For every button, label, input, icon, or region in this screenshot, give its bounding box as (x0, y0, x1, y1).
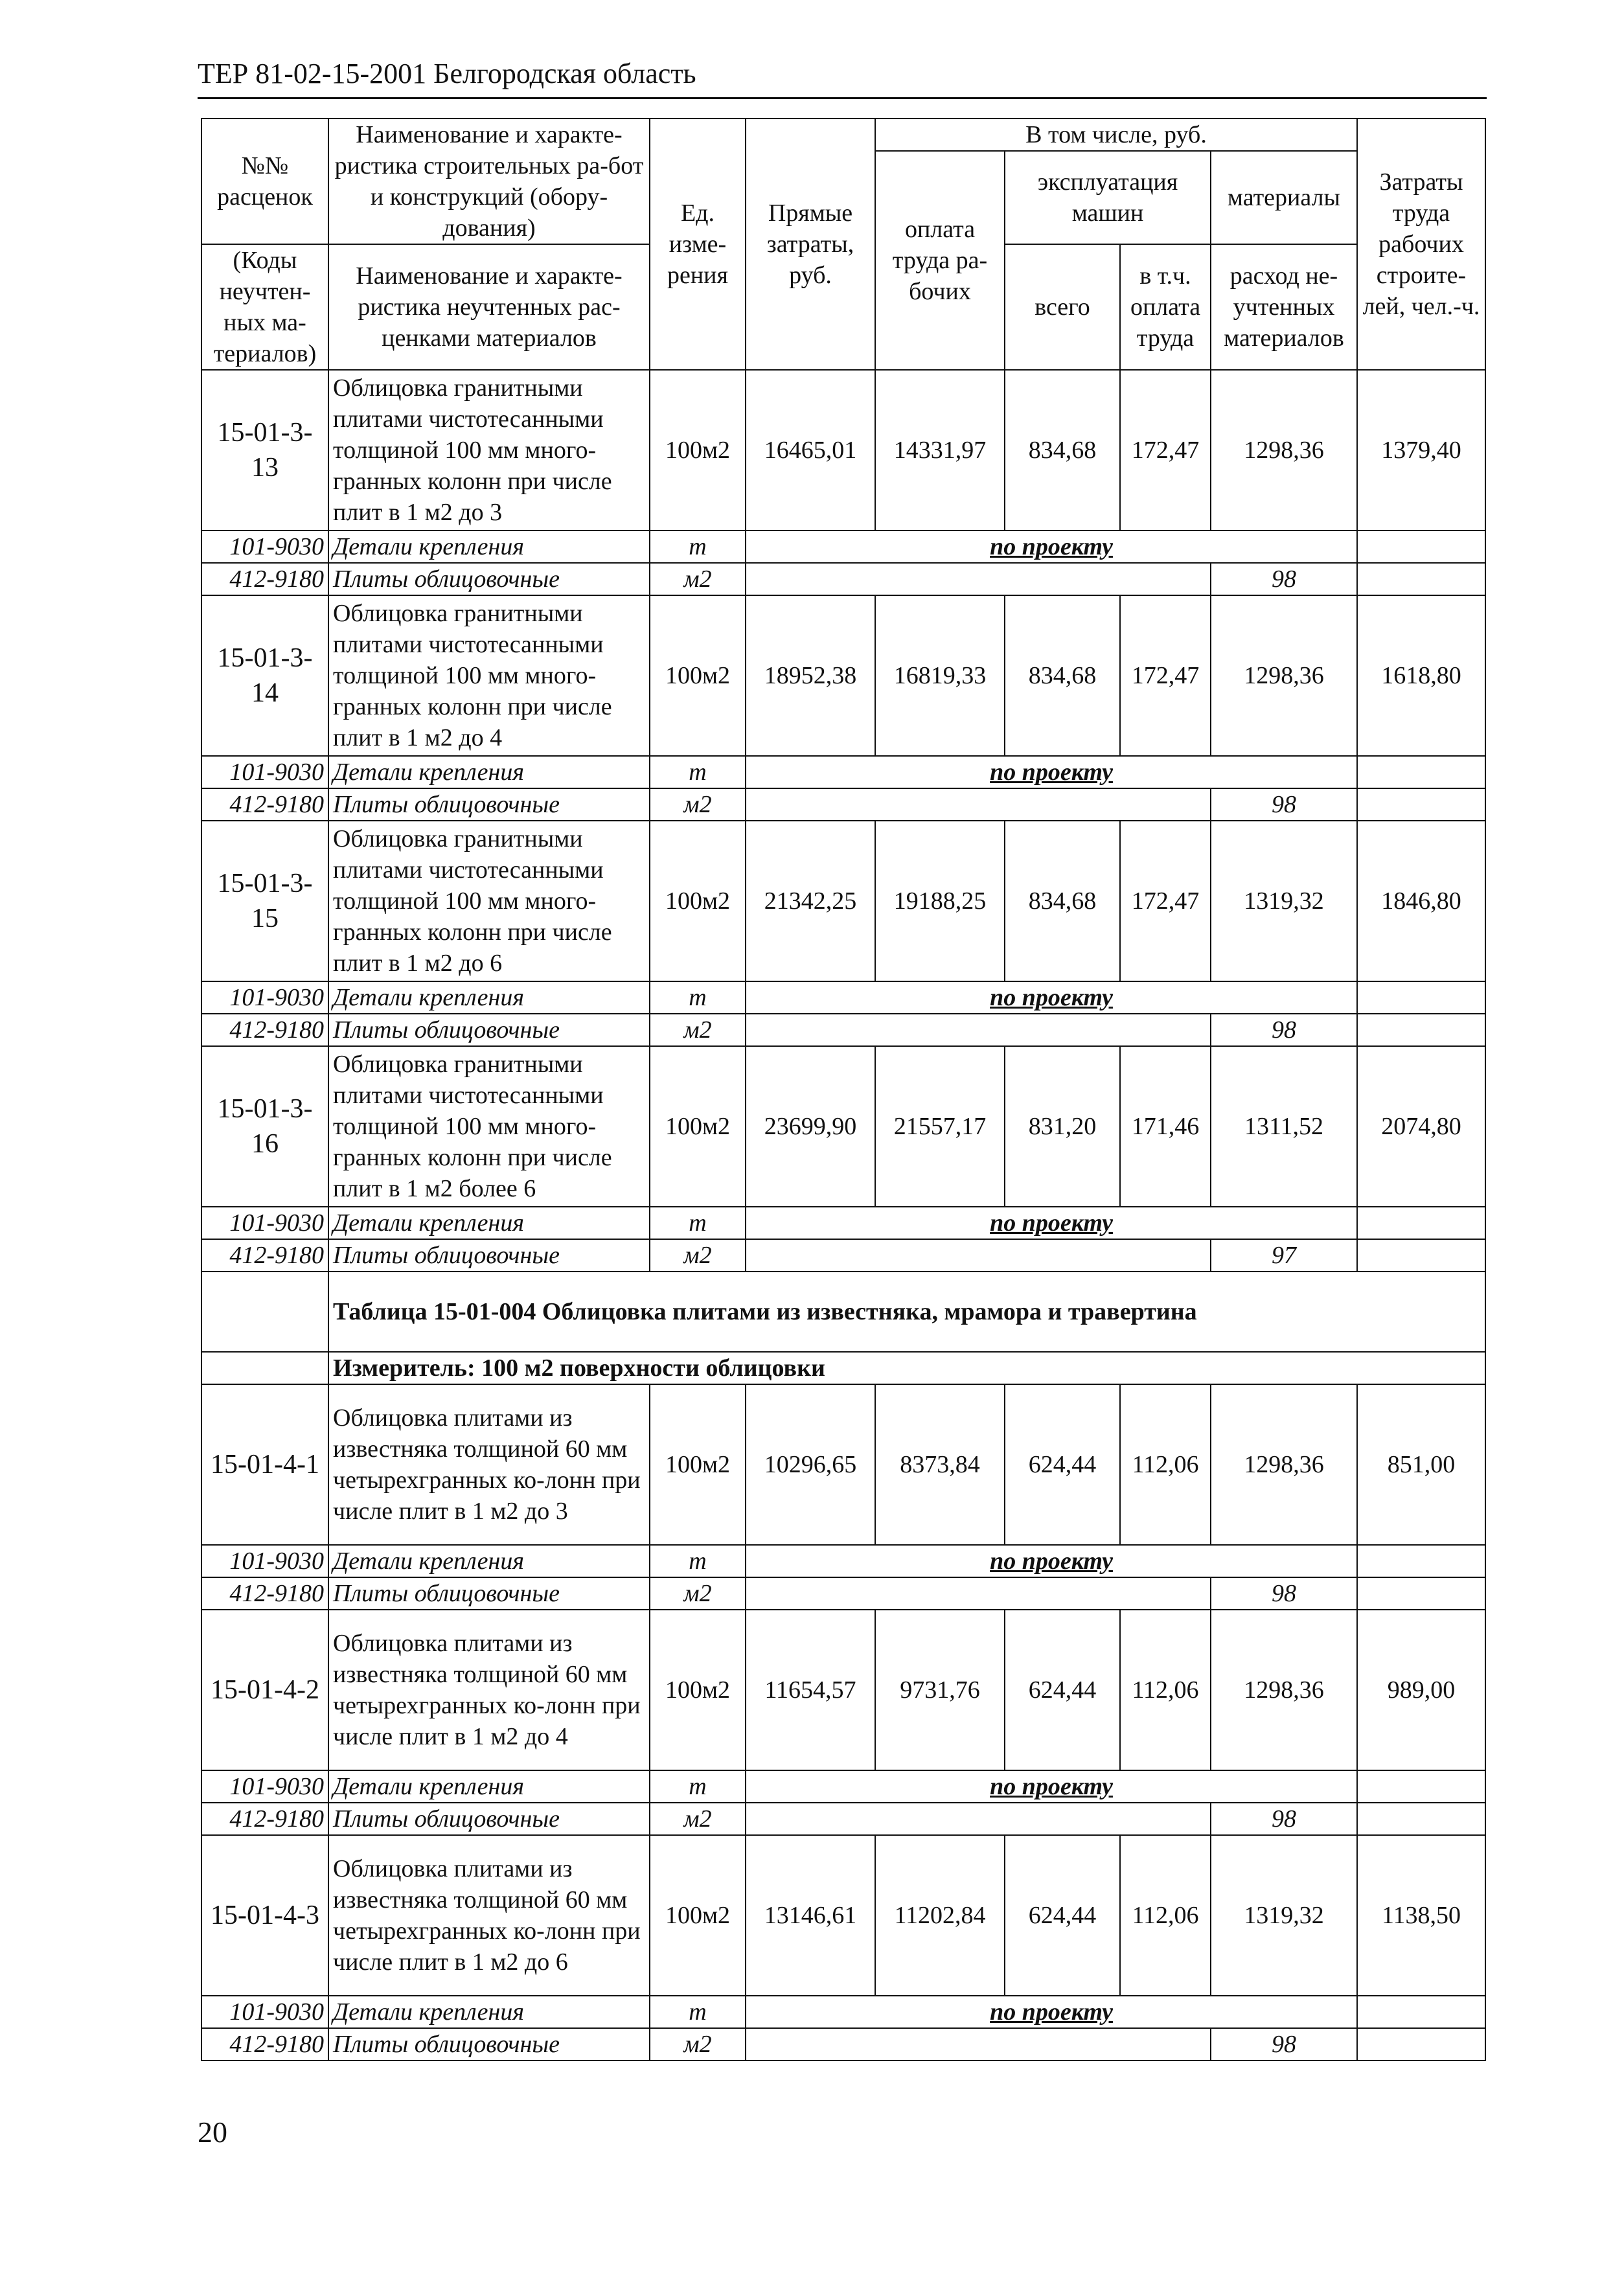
col-name-mat-header: Наименование и характе-ристика неучтенных рас-ценками материалов (328, 244, 650, 370)
rate-row (201, 595, 1485, 756)
material-name: Плиты облицовочные (328, 788, 650, 821)
rate-row (201, 1046, 1485, 1207)
rate-machines-wage: 112,06 (1120, 1384, 1211, 1545)
material-empty (746, 2028, 1211, 2061)
material-empty (746, 1803, 1211, 1835)
material-name: Детали крепления (328, 756, 650, 788)
rate-machines-wage: 172,47 (1120, 595, 1211, 756)
rate-machines-total: 834,68 (1005, 821, 1120, 981)
material-amount: по проекту (746, 1207, 1357, 1239)
rate-row (201, 1610, 1485, 1770)
material-unit: м2 (650, 1577, 746, 1610)
rate-direct-cost: 13146,61 (746, 1835, 875, 1996)
rate-unit: 100м2 (650, 1835, 746, 1996)
material-amount: 97 (1211, 1239, 1357, 1272)
material-name: Детали крепления (328, 1207, 650, 1239)
rates-table (201, 118, 1486, 2061)
material-row (201, 1770, 1485, 1803)
material-row (201, 531, 1485, 563)
material-row (201, 788, 1485, 821)
rate-unit: 100м2 (650, 595, 746, 756)
rate-machines-wage: 172,47 (1120, 821, 1211, 981)
rate-name: Облицовка гранитными плитами чистотесанными толщиной 100 мм много-гранных колонн при числе плит в 1 м2 до 4 (328, 595, 650, 756)
material-amount: 98 (1211, 1577, 1357, 1610)
document-header: ТЕР 81-02-15-2001 Белгородская область (198, 58, 696, 89)
material-amount: 98 (1211, 788, 1357, 821)
rate-unit: 100м2 (650, 370, 746, 531)
material-unit: м2 (650, 1239, 746, 1272)
material-row (201, 1803, 1485, 1835)
material-empty (1357, 1803, 1485, 1835)
material-row (201, 1014, 1485, 1046)
rate-labor: 1379,40 (1357, 370, 1485, 531)
material-code: 412-9180 (201, 1803, 328, 1835)
material-empty (1357, 1545, 1485, 1577)
material-code: 101-9030 (201, 1545, 328, 1577)
section-title: Таблица 15-01-004 Облицовка плитами из известняка, мрамора и травертина (328, 1272, 1485, 1352)
material-unit: м2 (650, 788, 746, 821)
material-code: 101-9030 (201, 531, 328, 563)
col-direct-header: Прямые затраты, руб. (746, 119, 875, 370)
rate-wage: 9731,76 (875, 1610, 1005, 1770)
material-name: Плиты облицовочные (328, 563, 650, 595)
col-machines-header: эксплуатация машин (1005, 151, 1211, 244)
rate-code: 15-01-4-2 (201, 1610, 328, 1770)
header-rule (198, 97, 1487, 99)
material-row (201, 1577, 1485, 1610)
page-number: 20 (198, 2116, 227, 2149)
rate-materials: 1319,32 (1211, 821, 1357, 981)
material-unit: т (650, 1996, 746, 2028)
rate-wage: 11202,84 (875, 1835, 1005, 1996)
material-unit: м2 (650, 2028, 746, 2061)
rate-machines-wage: 112,06 (1120, 1610, 1211, 1770)
material-empty (1357, 1996, 1485, 2028)
material-row (201, 1996, 1485, 2028)
rate-unit: 100м2 (650, 1046, 746, 1207)
rate-unit: 100м2 (650, 1384, 746, 1545)
material-name: Плиты облицовочные (328, 2028, 650, 2061)
material-amount: по проекту (746, 1770, 1357, 1803)
rates-table-body (201, 119, 1485, 2061)
rate-labor: 1846,80 (1357, 821, 1485, 981)
material-name: Плиты облицовочные (328, 1577, 650, 1610)
rate-machines-wage: 171,46 (1120, 1046, 1211, 1207)
col-materials-header: материалы (1211, 151, 1357, 244)
rate-materials: 1298,36 (1211, 1610, 1357, 1770)
rate-unit: 100м2 (650, 1610, 746, 1770)
rate-materials: 1298,36 (1211, 595, 1357, 756)
col-incl-header: В том числе, руб. (875, 119, 1357, 151)
material-empty (746, 788, 1211, 821)
material-name: Детали крепления (328, 1770, 650, 1803)
col-code-mat-header: (Коды неучтен-ных ма-териалов) (201, 244, 328, 370)
rate-code: 15-01-3-14 (201, 595, 328, 756)
material-unit: т (650, 756, 746, 788)
rate-machines-wage: 172,47 (1120, 370, 1211, 531)
rate-machines-total: 624,44 (1005, 1384, 1120, 1545)
rate-name: Облицовка гранитными плитами чистотесанными толщиной 100 мм много-гранных колонн при числе плит в 1 м2 до 6 (328, 821, 650, 981)
rate-row (201, 370, 1485, 531)
section-title-row (201, 1272, 1485, 1352)
rate-direct-cost: 21342,25 (746, 821, 875, 981)
rate-code: 15-01-4-1 (201, 1384, 328, 1545)
col-mwage-header: в т.ч. оплата труда (1120, 244, 1211, 370)
section-meter-row (201, 1352, 1485, 1384)
table-header-row (201, 119, 1485, 151)
section-meter: Измеритель: 100 м2 поверхности облицовки (328, 1352, 1485, 1384)
material-name: Плиты облицовочные (328, 1239, 650, 1272)
material-unit: т (650, 1207, 746, 1239)
col-name-header: Наименование и характе-ристика строительных ра-бот и конструкций (обору-дования) (328, 119, 650, 244)
material-unit: м2 (650, 1803, 746, 1835)
material-name: Детали крепления (328, 1545, 650, 1577)
rate-machines-total: 834,68 (1005, 370, 1120, 531)
rate-materials: 1311,52 (1211, 1046, 1357, 1207)
material-empty (746, 1577, 1211, 1610)
rate-machines-total: 831,20 (1005, 1046, 1120, 1207)
material-code: 412-9180 (201, 2028, 328, 2061)
rate-materials: 1319,32 (1211, 1835, 1357, 1996)
material-unit: т (650, 1545, 746, 1577)
rate-labor: 1138,50 (1357, 1835, 1485, 1996)
material-empty (1357, 1577, 1485, 1610)
material-empty (1357, 1770, 1485, 1803)
rate-row (201, 1384, 1485, 1545)
material-name: Детали крепления (328, 1996, 650, 2028)
material-code: 101-9030 (201, 1770, 328, 1803)
material-code: 412-9180 (201, 1239, 328, 1272)
material-amount: по проекту (746, 1996, 1357, 2028)
material-amount: 98 (1211, 1014, 1357, 1046)
material-empty (746, 563, 1211, 595)
material-empty (1357, 2028, 1485, 2061)
rate-labor: 2074,80 (1357, 1046, 1485, 1207)
material-code: 412-9180 (201, 1577, 328, 1610)
col-labor-header: Затраты труда рабочих строите-лей, чел.-ч. (1357, 119, 1485, 370)
rate-machines-total: 624,44 (1005, 1835, 1120, 1996)
material-empty (1357, 563, 1485, 595)
rate-wage: 16819,33 (875, 595, 1005, 756)
material-row (201, 563, 1485, 595)
rate-direct-cost: 18952,38 (746, 595, 875, 756)
rate-code: 15-01-3-13 (201, 370, 328, 531)
section-meter-spacer (201, 1352, 328, 1384)
rate-code: 15-01-4-3 (201, 1835, 328, 1996)
rate-name: Облицовка плитами из известняка толщиной 60 мм четырехгранных ко-лонн при числе плит в 1 м2 до 3 (328, 1384, 650, 1545)
rate-name: Облицовка гранитными плитами чистотесанными толщиной 100 мм много-гранных колонн при числе плит в 1 м2 до 3 (328, 370, 650, 531)
col-code-header: №№ расценок (201, 119, 328, 244)
col-mat-use-header: расход не-учтенных материалов (1211, 244, 1357, 370)
rate-materials: 1298,36 (1211, 1384, 1357, 1545)
material-unit: м2 (650, 1014, 746, 1046)
material-unit: т (650, 1770, 746, 1803)
material-empty (1357, 981, 1485, 1014)
rate-machines-total: 624,44 (1005, 1610, 1120, 1770)
rate-name: Облицовка гранитными плитами чистотесанными толщиной 100 мм много-гранных колонн при числе плит в 1 м2 более 6 (328, 1046, 650, 1207)
material-empty (746, 1014, 1211, 1046)
material-code: 101-9030 (201, 756, 328, 788)
rate-wage: 21557,17 (875, 1046, 1005, 1207)
material-amount: по проекту (746, 1545, 1357, 1577)
material-name: Плиты облицовочные (328, 1803, 650, 1835)
material-empty (1357, 756, 1485, 788)
rate-direct-cost: 11654,57 (746, 1610, 875, 1770)
rate-row (201, 821, 1485, 981)
material-name: Детали крепления (328, 531, 650, 563)
material-code: 412-9180 (201, 1014, 328, 1046)
rate-wage: 19188,25 (875, 821, 1005, 981)
col-wage-header: оплата труда ра-бочих (875, 151, 1005, 370)
material-row (201, 981, 1485, 1014)
material-empty (1357, 1014, 1485, 1046)
rate-materials: 1298,36 (1211, 370, 1357, 531)
material-amount: по проекту (746, 756, 1357, 788)
rate-direct-cost: 23699,90 (746, 1046, 875, 1207)
material-amount: 98 (1211, 2028, 1357, 2061)
material-amount: 98 (1211, 563, 1357, 595)
rate-wage: 14331,97 (875, 370, 1005, 531)
rate-unit: 100м2 (650, 821, 746, 981)
rate-name: Облицовка плитами из известняка толщиной 60 мм четырехгранных ко-лонн при числе плит в 1 м2 до 6 (328, 1835, 650, 1996)
material-code: 412-9180 (201, 788, 328, 821)
material-unit: м2 (650, 563, 746, 595)
rate-machines-total: 834,68 (1005, 595, 1120, 756)
material-amount: по проекту (746, 531, 1357, 563)
material-row (201, 1239, 1485, 1272)
material-code: 101-9030 (201, 1996, 328, 2028)
material-code: 101-9030 (201, 1207, 328, 1239)
material-row (201, 1545, 1485, 1577)
material-unit: т (650, 981, 746, 1014)
rate-code: 15-01-3-16 (201, 1046, 328, 1207)
rate-labor: 989,00 (1357, 1610, 1485, 1770)
material-row (201, 756, 1485, 788)
material-row (201, 2028, 1485, 2061)
section-title-spacer (201, 1272, 328, 1352)
material-code: 412-9180 (201, 563, 328, 595)
material-empty (1357, 531, 1485, 563)
col-mtotal-header: всего (1005, 244, 1120, 370)
col-unit-header: Ед. изме-рения (650, 119, 746, 370)
material-empty (1357, 1239, 1485, 1272)
rate-name: Облицовка плитами из известняка толщиной 60 мм четырехгранных ко-лонн при числе плит в 1 м2 до 4 (328, 1610, 650, 1770)
material-amount: по проекту (746, 981, 1357, 1014)
material-code: 101-9030 (201, 981, 328, 1014)
material-row (201, 1207, 1485, 1239)
rate-labor: 1618,80 (1357, 595, 1485, 756)
material-name: Детали крепления (328, 981, 650, 1014)
material-unit: т (650, 531, 746, 563)
material-name: Плиты облицовочные (328, 1014, 650, 1046)
material-amount: 98 (1211, 1803, 1357, 1835)
rate-labor: 851,00 (1357, 1384, 1485, 1545)
material-empty (1357, 1207, 1485, 1239)
rate-machines-wage: 112,06 (1120, 1835, 1211, 1996)
rate-wage: 8373,84 (875, 1384, 1005, 1545)
rate-direct-cost: 16465,01 (746, 370, 875, 531)
rate-row (201, 1835, 1485, 1996)
material-empty (746, 1239, 1211, 1272)
rate-direct-cost: 10296,65 (746, 1384, 875, 1545)
rate-code: 15-01-3-15 (201, 821, 328, 981)
material-empty (1357, 788, 1485, 821)
